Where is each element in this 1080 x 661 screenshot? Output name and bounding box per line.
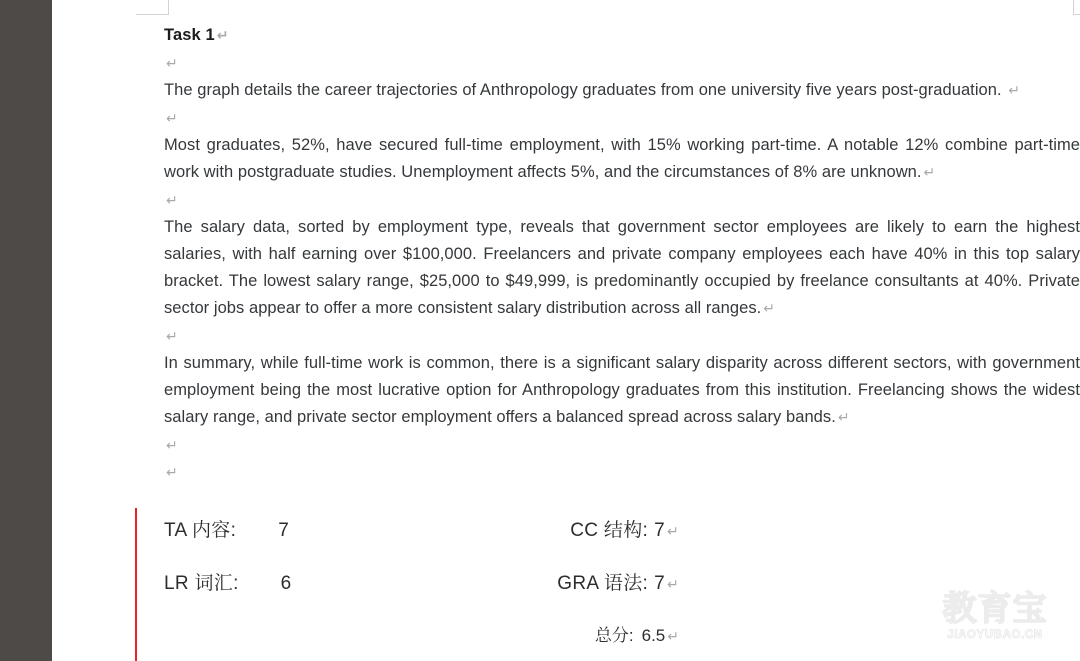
pilcrow-icon: ↵ bbox=[166, 193, 178, 209]
score-row bbox=[164, 515, 1080, 568]
score-value: 7 bbox=[654, 520, 665, 541]
pilcrow-icon: ↵ bbox=[166, 56, 178, 72]
paragraph-text: The salary data, sorted by employment type, reveals that government sector employees are likely to earn the highest salaries, with half earning over $100,000. Freelancers and private company employees each have 40% in this top salary bracket. The lowest salary range, $25,000 to $49,999, is predominantly occupied by freelance consultants at 40%. Private sector jobs appear to offer a more consistent salary distribution across all ranges. bbox=[164, 218, 1080, 317]
score-value: 6.5 bbox=[641, 626, 666, 645]
paragraph-text: In summary, while full-time work is common, there is a significant salary disparity across different sectors, with government employment being the most lucrative option for Anthropology graduates from this institution. Freelancing shows the widest salary range, and private sector employment offers a balanced spread across salary bands. bbox=[164, 354, 1080, 426]
paragraph-intro bbox=[164, 77, 1080, 105]
application-background bbox=[0, 0, 52, 661]
pilcrow-icon: ↵ bbox=[923, 165, 936, 181]
pilcrow-icon: ↵ bbox=[666, 577, 679, 593]
score-ta-content bbox=[164, 515, 289, 542]
pilcrow-icon: ↵ bbox=[666, 524, 679, 540]
empty-paragraph bbox=[164, 323, 1080, 350]
margin-corner-mark-right bbox=[1073, 0, 1080, 15]
score-overall bbox=[595, 621, 679, 646]
pilcrow-icon: ↵ bbox=[166, 465, 178, 481]
pilcrow-icon: ↵ bbox=[763, 301, 776, 317]
watermark-domain-text: JIAOYUBAO.CN bbox=[947, 629, 1043, 641]
pilcrow-icon: ↵ bbox=[216, 28, 229, 44]
pilcrow-icon: ↵ bbox=[166, 329, 178, 345]
score-value: 7 bbox=[654, 573, 665, 594]
score-label: TA 内容: bbox=[164, 520, 237, 541]
paragraph-text: The graph details the career trajectories of Anthropology graduates from one university five years post-graduation. bbox=[164, 81, 1002, 99]
paragraph-employment-stats bbox=[164, 132, 1080, 187]
empty-paragraph bbox=[164, 432, 1080, 459]
paragraph-salary-data bbox=[164, 214, 1080, 323]
empty-paragraph bbox=[164, 105, 1080, 132]
empty-paragraph bbox=[164, 50, 1080, 77]
pilcrow-icon: ↵ bbox=[1008, 83, 1021, 99]
pilcrow-icon: ↵ bbox=[166, 111, 178, 127]
score-value: 6 bbox=[280, 573, 292, 594]
empty-paragraph bbox=[164, 459, 1080, 486]
revision-change-bar bbox=[135, 508, 137, 661]
score-value: 7 bbox=[278, 520, 290, 541]
paragraph-summary bbox=[164, 350, 1080, 432]
empty-paragraph bbox=[164, 187, 1080, 214]
score-label: CC 结构: bbox=[570, 520, 649, 541]
margin-corner-mark-left bbox=[136, 0, 169, 15]
score-lr-lexical bbox=[164, 568, 292, 595]
score-row bbox=[164, 568, 1080, 621]
document-text-body bbox=[164, 22, 1080, 486]
watermark-chinese-text: 教育宝 bbox=[942, 589, 1048, 629]
pilcrow-icon: ↵ bbox=[166, 438, 178, 454]
score-label: LR 词汇: bbox=[164, 573, 239, 594]
document-page bbox=[52, 0, 1080, 661]
pilcrow-icon: ↵ bbox=[837, 410, 850, 426]
pilcrow-icon: ↵ bbox=[667, 629, 679, 645]
heading-text: Task 1 bbox=[164, 26, 215, 44]
page-title bbox=[164, 22, 1080, 50]
paragraph-text: Most graduates, 52%, have secured full-time employment, with 15% working part-time. A notable 12% combine part-time work with postgraduate studies. Unemployment affects 5%, and the circumstances of 8% are unknown. bbox=[164, 136, 1080, 181]
score-label: 总分: bbox=[594, 626, 634, 645]
score-label: GRA 语法: bbox=[557, 573, 649, 594]
score-cc-coherence bbox=[570, 515, 679, 542]
score-block bbox=[164, 515, 1080, 661]
score-total-row bbox=[164, 621, 1080, 661]
score-gra-grammar bbox=[557, 568, 679, 595]
